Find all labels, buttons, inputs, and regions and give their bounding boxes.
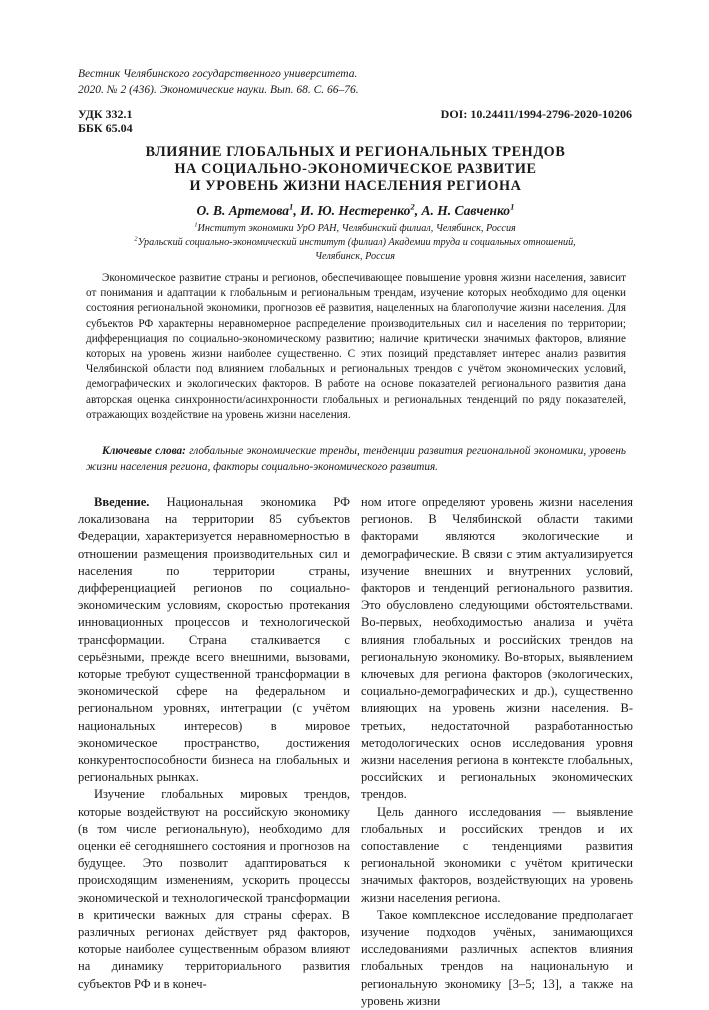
journal-citation (78, 66, 598, 98)
article-title (78, 144, 633, 195)
keywords-text: глобальные экономические тренды, тенденции развития региональной экономики, уровень жизни населения региона, факторы социально-экономического развития. (86, 445, 627, 473)
paragraph: Изучение глобальных мировых трендов, которые воздействуют на российскую экономику (в том числе региональную), необходимо для оценки её сегодняшнего состояния и прогнозов на будущее. Это позволит адаптироваться к происходящим изменениям, ускорить процессы экономической и технологической трансформации в критически важных для страны сферах. В различных регионах действует ряд факторов, которые наиболее существенным образом влияют на динамику территориального развития субъектов РФ и в конеч- (78, 787, 350, 991)
author-name: О. В. Артемова (196, 203, 290, 218)
intro-heading: Введение. (94, 495, 150, 509)
abstract-text: Экономическое развитие страны и регионов, обеспечивающее повышение уровня жизни населения, зависит от понимания и адаптации к глобальным и региональным трендам, изучение которых необходимо для оценки состояния региональной экономики, прогнозов её развития, нацеленных на благополучие жизни населения. Для субъектов РФ характерны неравномерное распределение производительных сил и населения по территории; дифференциация по социально-экономическому развитию; наличие критически значимых факторов, влияние которых на уровень жизни наиболее существенно. С этих позиций представляет интерес анализ развития Челябинской области под влиянием глобальных и региональных трендов с учётом экономических условий, демографических и экологических факторов. В работе на основе показателей регионального развития дана авторская оценка синхронности/асинхронности глобальных и региональных тенденций по ряду показателей, отражающих воздействие на уровень жизни населения. (86, 272, 626, 421)
paragraph: Цель данного исследования — выявление глобальных и российских трендов и их сопоставление с тенденциями развития региональной экономики с учётом критически значимых факторов, воздействующих на уровень жизни населения региона. (361, 804, 633, 905)
journal-line-2: 2020. № 2 (436). Экономические науки. Вып. 68. С. 66–76. (78, 84, 359, 96)
title-line-1: ВЛИЯНИЕ ГЛОБАЛЬНЫХ И РЕГИОНАЛЬНЫХ ТРЕНДОВ (145, 144, 566, 160)
keywords (86, 443, 626, 475)
affiliation-1 (90, 222, 620, 236)
author-name: И. Ю. Нестеренко (300, 203, 411, 218)
title-line-2: НА СОЦИАЛЬНО-ЭКОНОМИЧЕСКОЕ РАЗВИТИЕ (174, 161, 537, 177)
author-affiliation-mark: 1 (510, 201, 515, 212)
body-column-left (78, 494, 350, 993)
affiliation-mark: 1 (194, 221, 198, 229)
body-column-right (361, 494, 633, 1010)
udk-code: УДК 332.1 (78, 107, 133, 121)
author-name: А. Н. Савченко (421, 203, 511, 218)
paragraph-text: Национальная экономика РФ локализована на территории 85 субъектов Федерации, характеризуется неравномерностью в отношении размещения производительных сил и населения по территории страны, дифференциацией регионов по социально-экономическим условиям, скоростью протекания инновационных процессов и технологической трансформации. Страна сталкивается с серьёзными, прежде всего внешними, вызовами, которые требуют существенной трансформации в экономической сфере на федеральном и региональном уровнях, интеграции (с учётом национальных интересов) в мировое экономическое пространство, достижения конкурентоспособности бизнеса на глобальных и региональных рынках. (78, 495, 350, 785)
author-list (78, 202, 633, 219)
classification-codes (78, 107, 133, 135)
paragraph (78, 494, 350, 786)
journal-line-1: Вестник Челябинского государственного университета. (78, 68, 358, 80)
author-separator: , (293, 203, 301, 218)
bbk-code: ББК 65.04 (78, 121, 133, 135)
title-line-3: И УРОВЕНЬ ЖИЗНИ НАСЕЛЕНИЯ РЕГИОНА (189, 178, 522, 194)
affiliation-text: Институт экономики УрО РАН, Челябинский филиал, Челябинск, Россия (197, 223, 516, 234)
author-separator: , (414, 203, 422, 218)
affiliation-mark: 2 (134, 235, 138, 243)
affiliation-text: Уральский социально-экономический институт (филиал) Академии труда и социальных отношений, (137, 237, 576, 248)
doi-label: DOI: 10.24411/1994-2796-2020-10206 (440, 107, 632, 121)
abstract (86, 271, 626, 423)
keywords-label: Ключевые слова: (102, 445, 186, 457)
author-affiliation-mark: 2 (410, 201, 415, 212)
paragraph: ном итоге определяют уровень жизни населения регионов. В Челябинской области такими факторами являются экологические и демографические. В связи с этим актуализируется изучение внешних и внутренних условий, факторов и тенденций регионального развития. Это обусловлено следующими обстоятельствами. Во-первых, необходимостью анализа и учёта влияния глобальных и российских трендов на региональную экономику. Во-вторых, выявлением ключевых для региона факторов (экологических, социально-демографических и др.), существенно влияющих на уровень жизни населения. В-третьих, недостаточной разработанностью методологических основ исследования уровня жизни населения региона в контексте глобальных, российских и региональных экономических трендов. (361, 495, 633, 802)
author-affiliation-mark: 1 (289, 201, 294, 212)
affiliation-2 (90, 236, 620, 264)
paragraph: Такое комплексное исследование предполагает изучение подходов учёных, занимающихся исследованиями различных аспектов влияния глобальных трендов на национальную и региональную экономику [3–5; 13], а также на уровень жизни (361, 907, 633, 1008)
affiliation-city: Челябинск, Россия (315, 251, 395, 262)
